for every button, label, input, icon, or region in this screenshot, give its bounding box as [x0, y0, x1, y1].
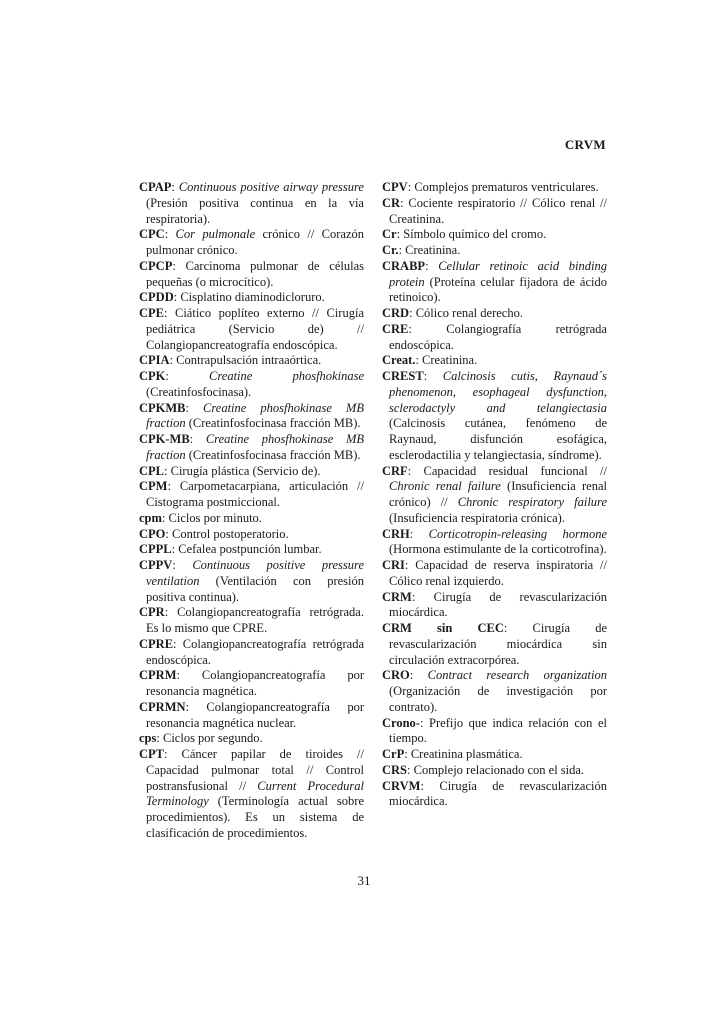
entry-definition: Contrapulsación intraaórtica.	[176, 353, 322, 368]
entry-term: CPE	[139, 306, 164, 320]
glossary-entry	[139, 290, 364, 306]
entry-term: CRO	[382, 668, 410, 683]
entry-definition: (Ventilación con presión positiva continua).	[146, 573, 364, 604]
entry-definition-italic: Continuous positive pressure ventilation	[146, 558, 364, 588]
entry-separator: :	[161, 510, 169, 525]
glossary-entry	[139, 637, 364, 669]
entry-definition-italic: Creatine phosfhokinase MB fraction	[146, 400, 364, 431]
glossary-entry	[382, 464, 607, 527]
glossary-entry	[382, 763, 607, 779]
entry-definition-italic: Cor pulmonale	[175, 227, 256, 242]
entry-separator: :	[189, 432, 206, 446]
entry-term: cps	[139, 731, 157, 746]
entry-separator: :	[407, 762, 414, 777]
entry-definition: Colangiografía retrógrada endoscópica.	[389, 321, 607, 352]
entry-term: CRF	[382, 463, 408, 478]
entry-definition: Creatinina.	[405, 243, 461, 257]
glossary-entry	[382, 180, 607, 196]
entry-separator: :	[185, 699, 207, 714]
entry-term: CPV	[382, 180, 408, 194]
entry-separator: :	[409, 306, 416, 320]
glossary-entry	[139, 668, 364, 700]
entry-definition: Colangiopancreatografía por resonancia magnética.	[146, 668, 364, 698]
entry-separator: :	[396, 227, 404, 242]
entry-definition: (Hormona estimulante de la corticotrofina).	[389, 542, 607, 557]
entry-definition: Control postoperatorio.	[172, 526, 289, 541]
entry-definition: Capacidad residual funcional //	[423, 463, 607, 478]
glossary-entry	[382, 243, 607, 259]
glossary-entry	[382, 747, 607, 763]
entry-term: CPCP	[139, 258, 173, 273]
entry-term: CPK-MB	[139, 432, 190, 446]
entry-definition: (Creatinfosfocinasa).	[146, 384, 252, 399]
entry-definition: Creatinina.	[422, 353, 478, 368]
entry-definition-italic: Creatine phosfhokinase MB fraction	[146, 432, 364, 462]
entry-definition: Ciclos por minuto.	[168, 510, 262, 525]
glossary-entry	[139, 558, 364, 605]
entry-term: CrP	[382, 747, 405, 761]
entry-separator: :	[171, 180, 179, 194]
entry-separator: :	[164, 306, 175, 320]
glossary-entry	[139, 353, 364, 369]
entry-definition: Capacidad de reserva inspiratoria // Cólico renal izquierdo.	[389, 558, 607, 588]
glossary-entry	[382, 716, 607, 748]
entry-term: CPAP	[139, 180, 172, 194]
glossary-entry	[139, 511, 364, 527]
entry-term: CRD	[382, 306, 410, 320]
entry-definition: Carcinoma pulmonar de células pequeñas (o microcítico).	[146, 258, 364, 289]
glossary-entry	[139, 401, 364, 433]
entry-definition-italic: Calcinosis cutis, Raynaud´s phenomenon, esophageal dysfunction, sclerodactyly and telangiectasia	[389, 369, 607, 415]
entry-separator: :	[173, 636, 183, 651]
entry-separator: :	[172, 558, 193, 572]
entry-term: Creat.	[382, 353, 416, 368]
entry-definition: Colangiopancreatografía retrógrada. Es lo mismo que CPRE.	[146, 605, 364, 635]
entry-separator: :	[409, 526, 429, 541]
entry-separator: :	[404, 747, 411, 761]
glossary-entry	[139, 700, 364, 732]
entry-definition: (Insuficiencia respiratoria crónica).	[389, 510, 565, 525]
glossary-entry	[382, 322, 607, 354]
entry-definition-italic: Corticotropin-releasing hormone	[428, 526, 607, 541]
glossary-entry	[382, 306, 607, 322]
glossary-entry	[139, 747, 364, 842]
glossary-entry	[139, 731, 364, 747]
entry-separator: :	[164, 605, 178, 620]
entry-definition: Ciático poplíteo externo // Cirugía pediátrica (Servicio de) // Colangiopancreatografía endoscópica.	[146, 306, 364, 352]
entry-term: Crono-	[382, 715, 420, 730]
entry-definition: (Proteína celular fijadora de ácido retinoico).	[389, 274, 607, 305]
entry-separator: :	[164, 227, 176, 242]
entry-definition: Cirugía de revascularización miocárdica.	[389, 778, 607, 809]
glossary-entry	[382, 558, 607, 590]
glossary-entry	[382, 590, 607, 622]
entry-term: CRVM	[382, 778, 421, 793]
entry-definition: Cáncer papilar de tiroides // Capacidad pulmonar total // Control postransfusional //	[146, 747, 364, 793]
entry-definition: Cólico renal derecho.	[415, 306, 523, 320]
entry-term: CPC	[139, 227, 165, 242]
glossary-entry	[382, 196, 607, 228]
entry-separator: :	[425, 258, 439, 273]
entry-term: CRM sin CEC	[382, 621, 504, 635]
entry-term: CRS	[382, 762, 408, 777]
glossary-entry	[139, 605, 364, 637]
entry-definition-italic: Chronic renal failure	[389, 479, 501, 494]
entry-separator: :	[503, 621, 533, 635]
entry-separator: :	[420, 778, 440, 793]
entry-separator: :	[419, 715, 430, 730]
entry-definition: (Creatinfosfocinasa fracción MB).	[185, 416, 361, 431]
entry-definition: (Organización de investigación por contrato).	[389, 684, 607, 714]
glossary-entry	[382, 779, 607, 811]
entry-definition: (Insuficiencia renal crónico) //	[389, 479, 607, 509]
left-column	[139, 180, 364, 842]
entry-separator: :	[165, 369, 210, 383]
entry-definition: (Calcinosis cutánea, fenómeno de Raynaud, disfunción esofágica, esclerodactilia y telangiectasia, síndrome).	[389, 416, 607, 462]
entry-separator: :	[185, 400, 204, 415]
entry-separator: :	[156, 731, 163, 746]
entry-term: CPIA	[139, 353, 170, 368]
page-number: 31	[357, 873, 371, 888]
glossary-entry	[139, 259, 364, 291]
entry-definition: Colangiopancreatografía retrógrada endoscópica.	[146, 636, 364, 667]
entry-separator: :	[407, 180, 415, 194]
entry-definition: Prefijo que indica relación con el tiempo.	[389, 715, 607, 746]
entry-definition: Cirugía de revascularización miocárdica.	[389, 589, 607, 620]
entry-separator: :	[164, 463, 171, 478]
entry-term: CPDD	[139, 290, 174, 305]
glossary-entry	[139, 527, 364, 543]
entry-definition-italic: Continuous positive airway pressure	[178, 180, 364, 194]
entry-term: CPRE	[139, 636, 174, 651]
entry-separator: :	[167, 479, 180, 494]
entry-separator: :	[409, 668, 428, 683]
entry-term: CRI	[382, 558, 405, 572]
glossary-entry	[382, 621, 607, 668]
entry-separator: :	[172, 258, 186, 273]
entry-definition: Cirugía de revascularización miocárdica sin circulación extracorpórea.	[389, 621, 607, 667]
entry-term: CREST	[382, 369, 424, 383]
entry-definition: (Terminología actual sobre procedimientos). Es un sistema de clasificación de procedimientos.	[146, 794, 364, 840]
entry-definition: Ciclos por segundo.	[162, 731, 263, 746]
running-head: CRVM	[564, 137, 606, 152]
entry-definition: Carpometacarpiana, articulación // Cistograma postmiccional.	[146, 479, 364, 509]
entry-definition: Colangiopancreatografía por resonancia magnética nuclear.	[146, 699, 364, 730]
entry-term: CR	[382, 195, 401, 210]
entry-definition: Complejo relacionado con el sida.	[413, 762, 585, 777]
entry-definition: Símbolo químico del cromo.	[403, 227, 547, 242]
glossary-entry	[382, 227, 607, 243]
entry-separator: :	[404, 558, 416, 572]
entry-term: CPRMN	[139, 699, 186, 714]
entry-term: CPL	[139, 463, 164, 478]
entry-definition: crónico // Corazón pulmonar crónico.	[146, 227, 364, 257]
entry-definition-italic: Contract research organization	[427, 668, 607, 683]
entry-definition-italic: Creatine phosfhokinase	[209, 369, 364, 383]
entry-separator: :	[411, 589, 434, 604]
entry-term: CRE	[382, 321, 409, 336]
entry-definition: (Presión positiva continua en la vía respiratoria).	[146, 195, 364, 226]
entry-term: Cr.	[382, 243, 399, 257]
entry-term: CPPV	[139, 558, 173, 572]
entry-definition: Cirugía plástica (Servicio de).	[170, 463, 321, 478]
entry-separator: :	[408, 321, 447, 336]
entry-separator: :	[169, 353, 177, 368]
glossary-entry	[139, 542, 364, 558]
entry-separator: :	[171, 542, 179, 557]
entry-term: Cr	[382, 227, 397, 242]
entry-separator: :	[173, 290, 181, 305]
glossary-entry	[139, 369, 364, 401]
entry-definition-italic: Current Procedural Terminology	[146, 778, 364, 809]
glossary-entry	[382, 259, 607, 306]
entry-definition: (Creatinfosfocinasa fracción MB).	[185, 447, 361, 462]
glossary-entry	[139, 227, 364, 259]
glossary-entry	[382, 668, 607, 715]
glossary-entry	[139, 180, 364, 227]
entry-separator: :	[415, 353, 423, 368]
entry-separator: :	[400, 195, 409, 210]
entry-term: CPM	[139, 479, 168, 494]
glossary-entry	[382, 527, 607, 559]
entry-separator: :	[423, 369, 443, 383]
glossary-entry	[139, 464, 364, 480]
glossary-entry	[382, 369, 607, 464]
entry-separator: :	[398, 243, 406, 257]
entry-term: CPT	[139, 747, 164, 761]
entry-definition: Cociente respiratorio // Cólico renal // Creatinina.	[389, 195, 607, 226]
glossary-entry	[139, 432, 364, 464]
glossary-entry	[382, 353, 607, 369]
entry-term: CRH	[382, 526, 410, 541]
entry-definition: Complejos prematuros ventriculares.	[414, 180, 599, 194]
entry-term: cpm	[139, 510, 162, 525]
glossary-entry	[139, 479, 364, 511]
entry-separator: :	[165, 526, 172, 541]
entry-separator: :	[407, 463, 424, 478]
entry-definition: Creatinina plasmática.	[410, 747, 523, 761]
entry-term: CPR	[139, 605, 165, 620]
entry-definition-italic: Chronic respiratory failure	[457, 495, 607, 509]
glossary-entry	[139, 306, 364, 353]
entry-separator: :	[176, 668, 202, 683]
entry-definition-italic: Cellular retinoic acid binding protein	[389, 258, 607, 289]
entry-term: CPO	[139, 526, 166, 541]
entry-term: CPK	[139, 369, 166, 383]
entry-definition: Cefalea postpunción lumbar.	[178, 542, 322, 557]
entry-term: CPRM	[139, 668, 177, 683]
entry-term: CRABP	[382, 258, 426, 273]
entry-definition: Cisplatino diaminodicloruro.	[180, 290, 325, 305]
entry-term: CPPL	[139, 542, 172, 557]
entry-separator: :	[164, 747, 182, 761]
entry-term: CRM	[382, 589, 412, 604]
right-column	[382, 180, 607, 810]
entry-term: CPKMB	[139, 400, 186, 415]
